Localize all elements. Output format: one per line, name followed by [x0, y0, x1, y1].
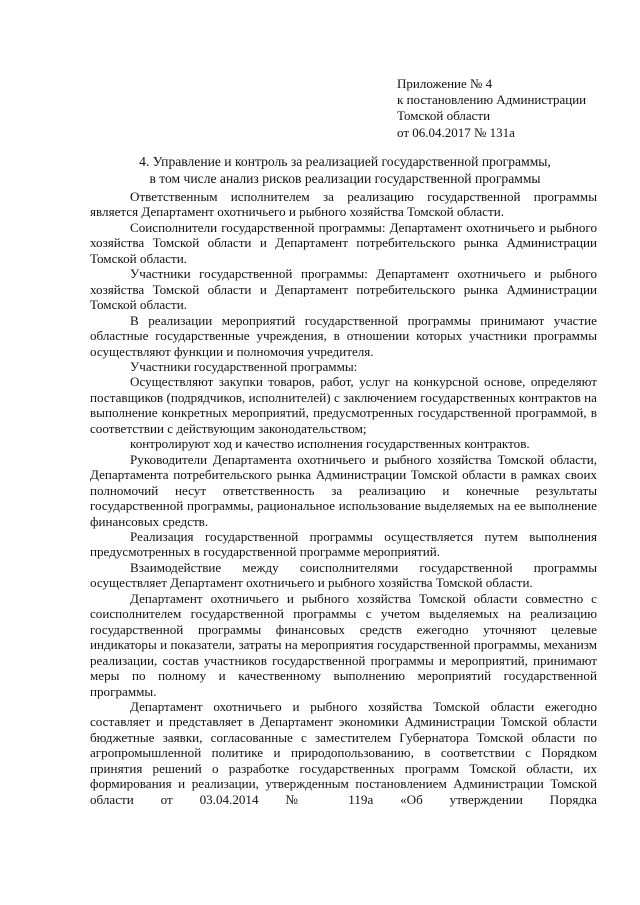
paragraph-procurement: Осуществляют закупки товаров, работ, услуг на конкурсной основе, определяют поставщиков (подрядчиков, исполнителей) с заключением государственных контрактов на выполнение конкретных мероприятий, предусмотренных государственной программой, в соответствии с действующим законодательством;	[90, 374, 597, 436]
appendix-reference	[397, 76, 586, 141]
paragraph-implementation: Реализация государственной программы осуществляется путем выполнения предусмотренных в государственной программе мероприятий.	[90, 528, 597, 560]
paragraph-heads-responsibility: Руководители Департамента охотничьего и рыбного хозяйства Томской области, Департамента потребительского рынка Администрации Томской области в рамках своих полномочий несут ответственность за реализацию и конечные результаты государственной программы, рациональное использование выделяемых на ее выполнение финансовых средств.	[90, 451, 597, 529]
paragraph-budget-requests: Департамент охотничьего и рыбного хозяйства Томской области ежегодно составляет и представляет в Департамент экономики Администрации Томской области бюджетные заявки, согласованные с заместителем Губернатора Томской области по агропромышленной политике и природопользованию, в соответствии с Порядком принятия решений о разработке государственных программ Томской области, их формирования и реализации, утвержденным постановлением Администрации Томской области от 03.04.2014 № 119а «Об утверждении Порядка	[90, 698, 597, 807]
heading-line-1: 4. Управление и контроль за реализацией государственной программы,	[139, 154, 551, 169]
appendix-resolution: к постановлению Администрации	[397, 92, 587, 108]
paragraph-interaction: Взаимодействие между соисполнителями государственной программы осуществляет Департамент охотничьего и рыбного хозяйства Томской области.	[90, 559, 597, 591]
paragraph-institutions: В реализации мероприятий государственной программы принимают участие областные государственные учреждения, в отношении которых участники программы осуществляют функции и полномочия учредителя.	[90, 312, 597, 359]
appendix-number: Приложение № 4	[397, 76, 493, 91]
paragraph-joint-work: Департамент охотничьего и рыбного хозяйства Томской области совместно с соисполнителем государственной программы с учетом выделяемых на реализацию государственной программы финансовых средств ежегодно уточняют целевые индикаторы и показатели, затраты на мероприятия государственной программы, механизм реализации, состав участников государственной программы и мероприятий, принимают меры по полному и качественному выполнению мероприятий государственной программы.	[90, 590, 597, 699]
appendix-date: от 06.04.2017 № 131а	[397, 124, 515, 140]
paragraph-participants: Участники государственной программы: Департамент охотничьего и рыбного хозяйства Томской области и Департамент потребительского рынка Администрации Томской области.	[90, 266, 597, 313]
paragraph-participants-intro: Участники государственной программы:	[130, 358, 358, 374]
paragraph-co-executors: Соисполнители государственной программы: Департамент охотничьего и рыбного хозяйства Томской области и Департамент потребительского рынка Администрации Томской области.	[90, 219, 597, 266]
section-heading	[90, 153, 600, 187]
paragraph-responsible-executor: Ответственным исполнителем за реализацию государственной программы является Департамент охотничьего и рыбного хозяйства Томской области.	[90, 189, 597, 220]
document-body	[90, 189, 597, 807]
appendix-region: Томской области	[397, 108, 491, 124]
heading-line-2: в том числе анализ рисков реализации государственной программы	[149, 171, 541, 186]
paragraph-contract-control: контролируют ход и качество исполнения государственных контрактов.	[130, 436, 530, 452]
